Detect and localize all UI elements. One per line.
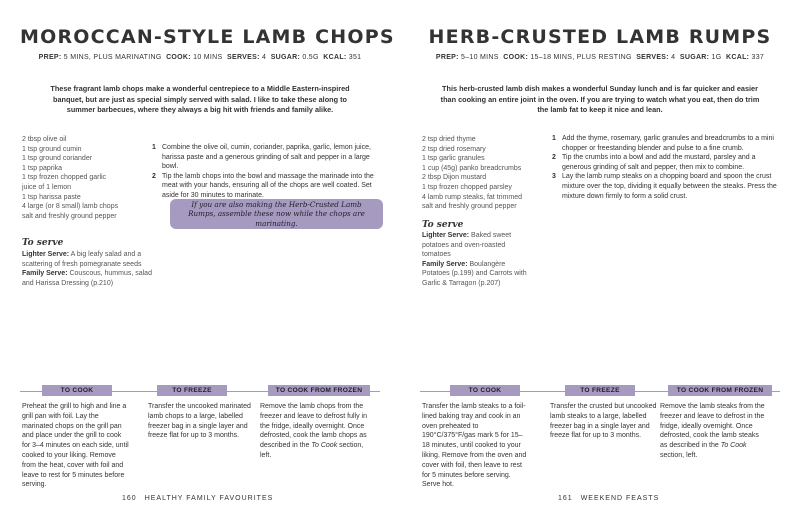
instruction-tabs [420,385,780,397]
lighter-serve-text: Baked sweet potatoes and oven-roasted tomatoes [422,232,512,259]
sugar-value: 0.5G [302,54,319,61]
step-number: 1 [152,144,156,151]
step-text: Tip the lamb chops into the bowl and massage the marinade into the meat with your hands, ensuring all of the chops are well coated. Set aside for 30 minutes to marinate. [162,172,374,199]
ingredient-item: 1 tsp garlic granules [422,155,485,163]
cook-label: COOK: [166,54,191,61]
ingredient-item: 2 tsp dried rosemary [422,145,486,153]
method-step [152,172,378,201]
ingredient-item: 1 tsp paprika [22,164,63,172]
to-serve-text [22,250,157,288]
recipe-title: MOROCCAN-STYLE LAMB CHOPS [20,26,395,48]
method-steps [552,134,778,201]
family-serve-label: Family Serve: [422,260,468,268]
to-cook-from-frozen-text [260,402,368,461]
ingredient-item: 2 tbsp Dijon mustard [422,174,487,182]
ingredient-item: salt and freshly ground pepper [22,212,117,220]
lighter-serve-text: A big leafy salad and a scattering of fresh pomegranate seeds [22,251,142,268]
recipe-title: HERB-CRUSTED LAMB RUMPS [428,26,772,48]
tab-to-freeze: TO FREEZE [565,385,635,396]
serves-value: 4 [261,54,267,61]
step-text: Tip the crumbs into a bowl and add the mustard, parsley and a generous grinding of salt and pepper, then mix to combine. [562,154,756,171]
tip-callout [170,199,383,229]
left-page [20,0,395,521]
page-footer [122,495,273,502]
tab-to-cook-from-frozen: TO COOK FROM FROZEN [668,385,772,396]
tip-text: If you are also making the Herb-Crusted Lamb Rumps, assemble these now while the chops are marinating. [188,199,365,228]
kcal-label: KCAL: [323,54,347,61]
ingredient-item: salt and freshly ground pepper [422,203,517,211]
ingredient-item: 1 cup (45g) panko breadcrumbs [422,164,522,172]
method-step [552,172,778,201]
ingredient-item: 4 lamb rump steaks, fat trimmed [422,193,522,201]
right-page [420,0,780,521]
serves-label: SERVES: [636,54,669,61]
kcal-value: 351 [348,54,362,61]
frozen-text-italic: To Cook [720,442,747,450]
to-freeze-text: Transfer the uncooked marinated lamb chops to a large, labelled freezer bag in a single layer and freeze flat for up to 3 months. [148,403,251,440]
instruction-tabs [20,385,380,397]
frozen-text-part: Remove the lamb chops from the freezer and leave to defrost fully in the fridge, ideally overnight. Once defrosted, cook the lamb chops as described in the [260,403,368,450]
method-step [552,134,778,153]
to-serve-heading: To serve [22,238,64,248]
ingredient-item: 4 large (or 8 small) lamb chops [22,203,119,211]
sugar-label: SUGAR: [270,54,301,61]
prep-value: 5 MINS, PLUS MARINATING [63,54,162,61]
family-serve-text: Boulangère Potatoes (p.199) and Carrots with Garlic & Tarragon (p.207) [422,260,527,287]
page-footer [558,495,659,502]
to-cook-text: Preheat the grill to high and line a grill pan with foil. Lay the marinated chops on the grill pan and place under the grill to cook for 3–4 minutes on each side, until cooked to your liking. Remove from the heat, cover with foil and leave to rest for 5 minutes before serving. [22,403,129,489]
recipe-intro: This herb-crusted lamb dish makes a wonderful Sunday lunch and is far quicker and easier than cooking an entire joint in the oven. If you are trying to watch what you eat, then do trim the lamb fat to keep it nice and lean. [440,84,760,114]
prep-label: PREP: [435,54,459,61]
recipe-meta [420,54,780,61]
cook-label: COOK: [503,54,529,61]
sugar-value: 1G [711,54,722,61]
cook-value: 15–18 MINS, PLUS RESTING [530,54,632,61]
step-number: 1 [552,135,556,142]
tab-to-cook: TO COOK [450,385,520,396]
frozen-text-italic: To Cook [311,442,338,450]
serves-value: 4 [671,54,676,61]
method-step [552,153,778,172]
frozen-text-part: Remove the lamb steaks from the freezer and leave to defrost in the fridge, ideally overnight. Once defrosted, cook the lamb steaks as described in the [660,403,765,450]
page-number: 160 [122,495,137,502]
kcal-label: KCAL: [726,54,750,61]
ingredient-item: 2 tbsp olive oil [22,136,67,143]
method-steps [152,143,378,201]
tab-to-cook-from-frozen: TO COOK FROM FROZEN [268,385,370,396]
sugar-label: SUGAR: [679,54,710,61]
tab-to-cook: TO COOK [42,385,112,396]
step-text: Combine the olive oil, cumin, coriander, paprika, garlic, lemon juice, harissa paste and a generous grinding of salt and pepper in a large bowl. [162,144,371,171]
to-serve-heading: To serve [422,220,464,230]
ingredient-item: 2 tsp dried thyme [422,136,476,143]
frozen-text-part: section, left. [660,451,698,459]
family-serve-label: Family Serve: [22,270,68,278]
lighter-serve-label: Lighter Serve: [422,232,470,239]
lighter-serve-label: Lighter Serve: [22,251,70,258]
ingredient-list [422,135,552,212]
serves-label: SERVES: [227,54,260,61]
ingredient-item: juice of 1 lemon [22,183,72,191]
tab-to-freeze: TO FREEZE [157,385,227,396]
section-name: WEEKEND FEASTS [580,495,660,502]
method-step [152,143,378,172]
ingredient-list [22,135,152,221]
ingredient-item: 1 tsp ground coriander [22,155,93,163]
prep-label: PREP: [38,54,62,61]
cook-value: 10 MINS [193,54,223,61]
step-number: 2 [152,172,156,180]
step-number: 3 [552,173,556,181]
recipe-intro: These fragrant lamb chops make a wonderful centrepiece to a Middle Eastern-inspired banquet, but are just as special simply served with salad. I like to take these along to summer barbecues, where they always a big hit with friends and family alike. [50,84,350,114]
to-freeze-text: Transfer the crusted but uncooked lamb steaks to a large, labelled freezer bag in a single layer and freeze flat for up to 3 months. [550,403,657,440]
ingredient-item: 1 tsp frozen chopped garlic [22,174,107,182]
ingredient-item: 1 tsp frozen chopped parsley [422,183,512,191]
page-number: 161 [558,495,573,502]
section-name: HEALTHY FAMILY FAVOURITES [144,495,274,502]
ingredient-item: 1 tsp ground cumin [22,145,82,153]
recipe-meta [20,54,380,61]
prep-value: 5–10 MINS [461,54,499,61]
frozen-text-part: section, left. [260,442,364,459]
step-text: Add the thyme, rosemary, garlic granules and breadcrumbs to a mini chopper or freestanding blender and pulse to a fine crumb. [562,135,774,152]
to-cook-from-frozen-text [660,402,768,461]
ingredient-item: 1 tsp harissa paste [22,193,81,201]
family-serve-text: Couscous, hummus, salad and Harissa Dressing (p.210) [22,270,152,287]
step-number: 2 [552,154,556,162]
to-cook-text: Transfer the lamb steaks to a foil-lined baking tray and cook in an oven preheated to 190°C/375°F/gas mark 5 for 15–18 minutes, until cooked to your liking. Remove from the oven and cover with foil, then leave to rest for 5 minutes before serving. Serve hot. [422,403,527,489]
step-text: Lay the lamb rump steaks on a chopping board and spoon the crust mixture over the top, dividing it equally between the steaks. Press the mixture down firmly to form a solid crust. [562,173,777,200]
to-serve-text [422,231,532,289]
kcal-value: 337 [751,54,765,61]
